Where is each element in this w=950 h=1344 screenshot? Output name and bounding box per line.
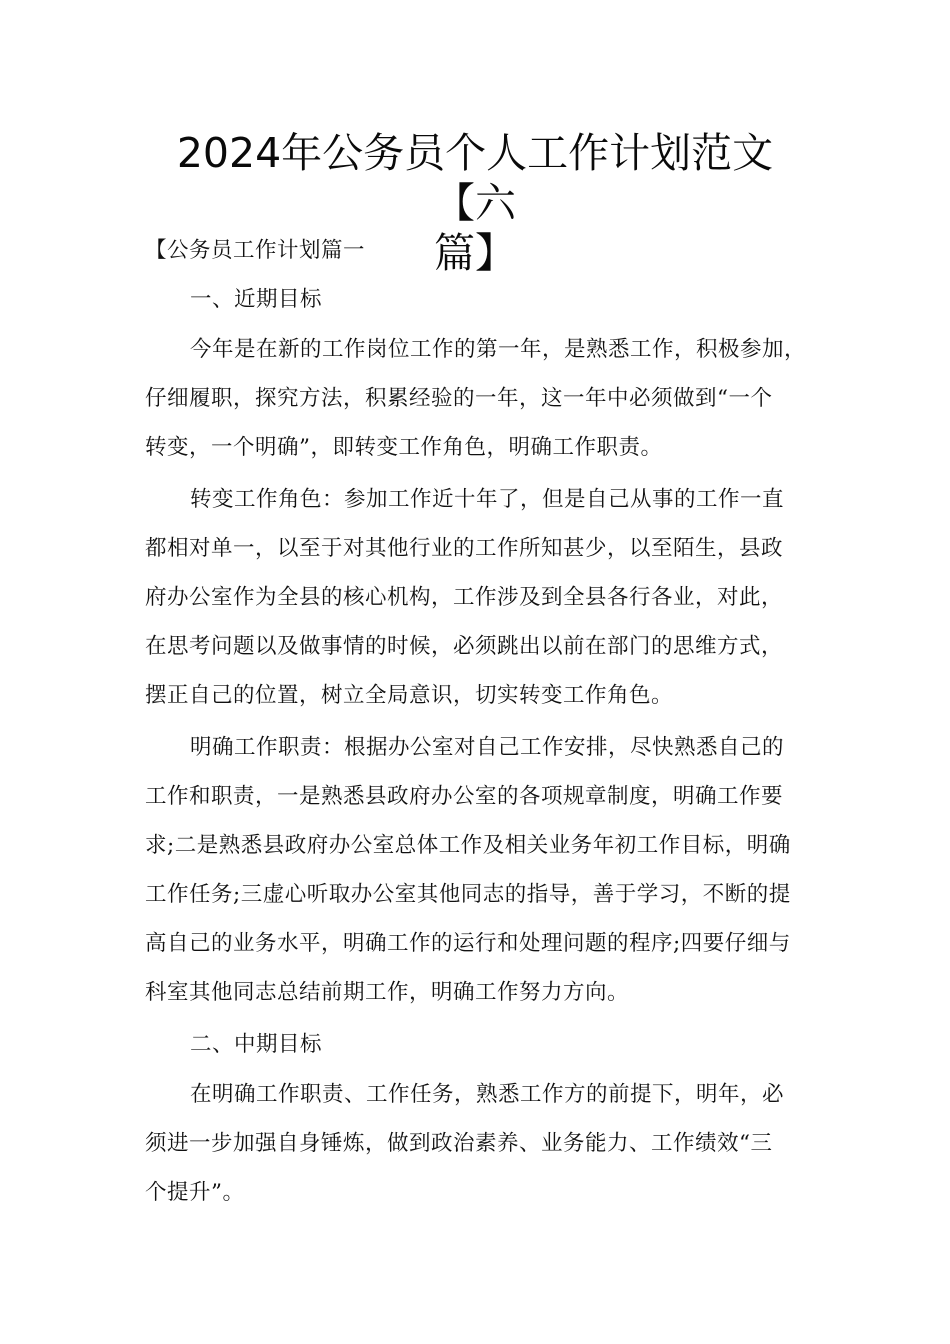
paragraph-line: 求;二是熟悉县政府办公室总体工作及相关业务年初工作目标，明确 xyxy=(145,833,791,858)
title-line-1: 2024年公务员个人工作计划范文【六 xyxy=(176,129,774,227)
paragraph-line: 明确工作职责：根据办公室对自己工作安排，尽快熟悉自己的 xyxy=(190,735,785,760)
paragraph-line: 科室其他同志总结前期工作，明确工作努力方向。 xyxy=(145,980,630,1005)
paragraph-line: 摆正自己的位置，树立全局意识，切实转变工作角色。 xyxy=(145,683,674,708)
paragraph-line: 个提升”。 xyxy=(145,1180,245,1205)
paragraph-line: 今年是在新的工作岗位工作的第一年，是熟悉工作，积极参加， xyxy=(190,337,807,362)
paragraph-line: 工作和职责，一是熟悉县政府办公室的各项规章制度，明确工作要 xyxy=(145,784,784,809)
paragraph-line: 在思考问题以及做事情的时候，必须跳出以前在部门的思维方式， xyxy=(145,634,784,659)
paragraph-line: 须进一步加强自身锤炼，做到政治素养、业务能力、工作绩效“三 xyxy=(145,1131,773,1156)
paragraph-line: 高自己的业务水平，明确工作的运行和处理问题的程序;四要仔细与 xyxy=(145,931,791,956)
subheading: 一、近期目标 xyxy=(190,287,323,312)
paragraph-line: 府办公室作为全县的核心机构，工作涉及到全县各行各业，对此， xyxy=(145,585,784,610)
section-heading: 【公务员工作计划篇一 xyxy=(145,238,366,263)
title-line-2: 篇】 xyxy=(434,229,516,277)
subheading: 二、中期目标 xyxy=(190,1032,323,1057)
paragraph-line: 在明确工作职责、工作任务，熟悉工作方的前提下，明年，必 xyxy=(190,1082,785,1107)
paragraph-line: 工作任务;三虚心听取办公室其他同志的指导，善于学习，不断的提 xyxy=(145,882,791,907)
paragraph-line: 转变，一个明确”，即转变工作角色，明确工作职责。 xyxy=(145,435,663,460)
paragraph-line: 都相对单一，以至于对其他行业的工作所知甚少，以至陌生，县政 xyxy=(145,536,784,561)
paragraph-line: 仔细履职，探究方法，积累经验的一年，这一年中必须做到“一个 xyxy=(145,386,773,411)
paragraph-line: 转变工作角色：参加工作近十年了，但是自己从事的工作一直 xyxy=(190,487,785,512)
